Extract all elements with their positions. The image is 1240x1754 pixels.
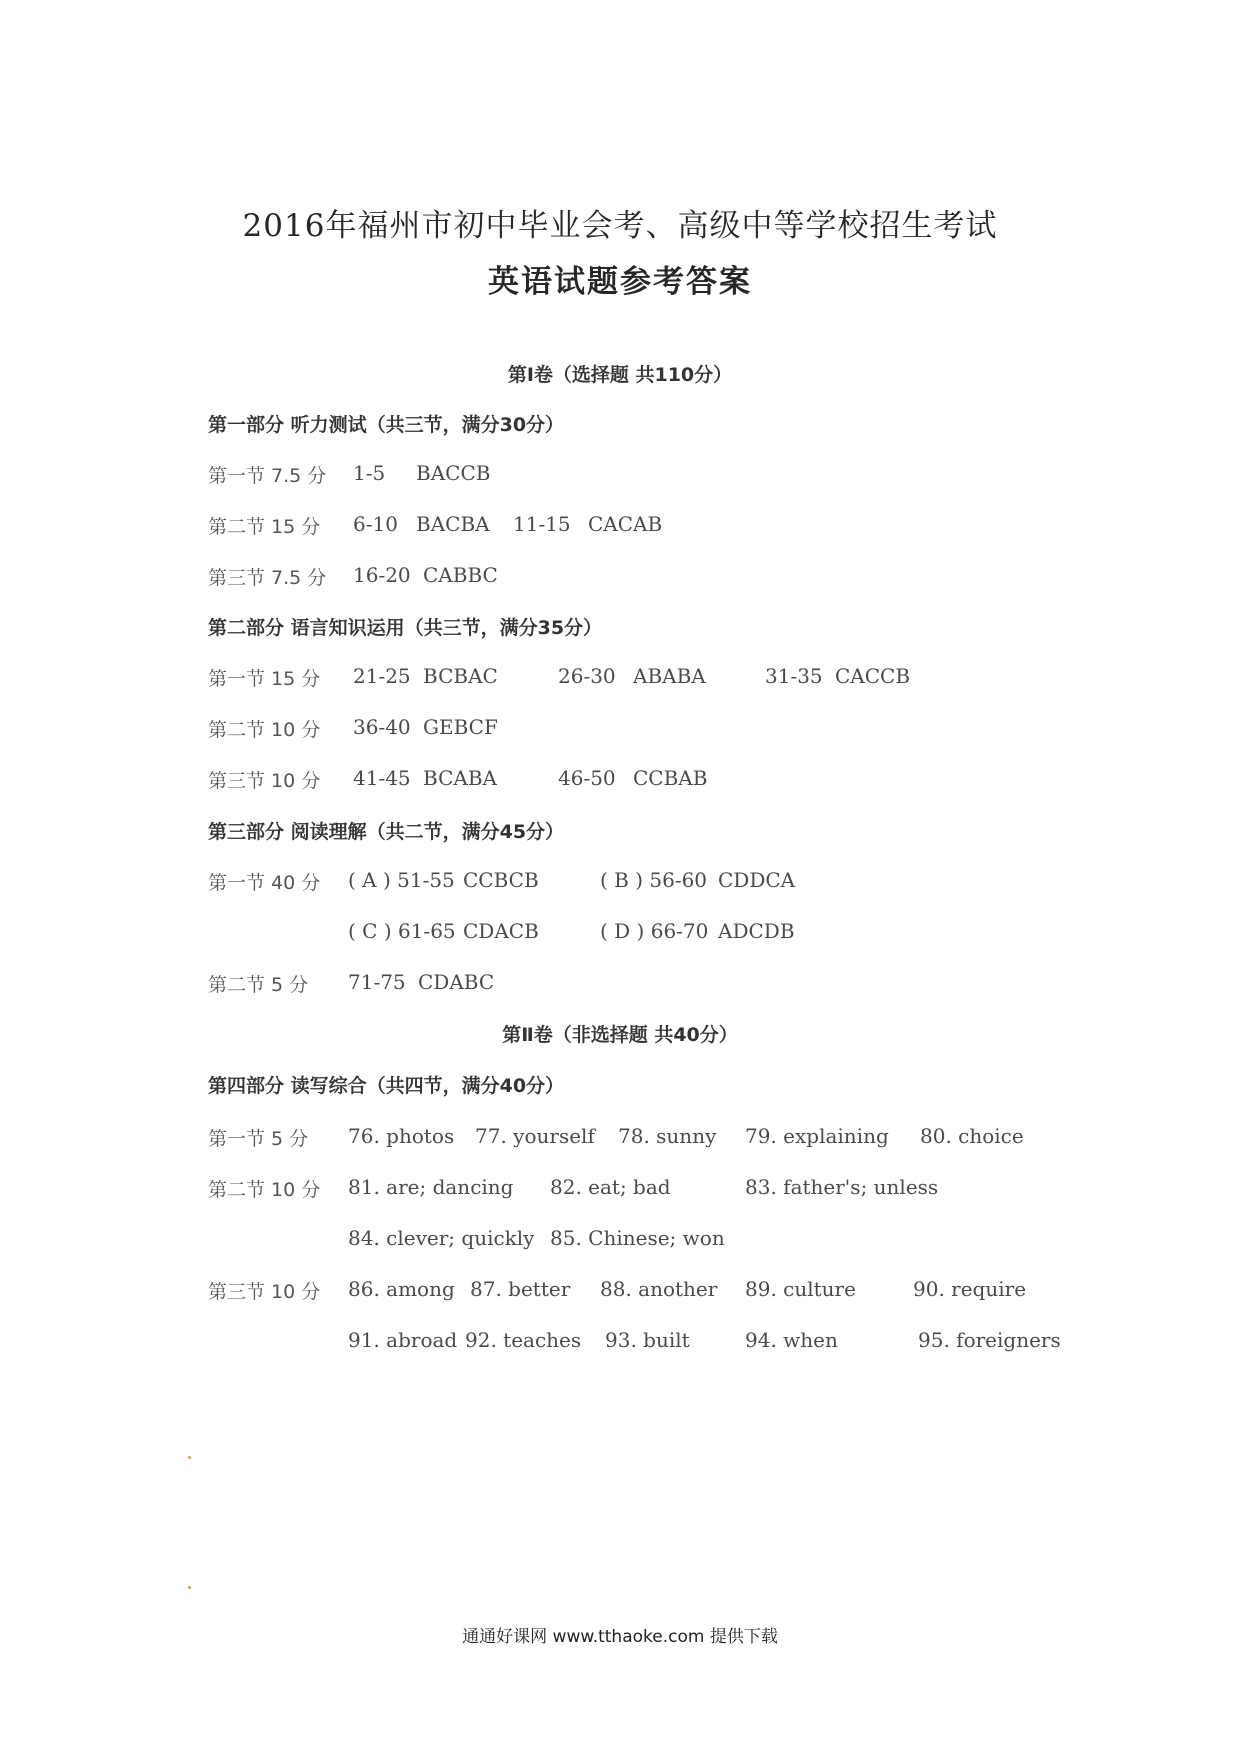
section-label: 第二节 5 分: [208, 974, 309, 996]
question-range: 41-45: [353, 766, 411, 790]
answer-item: 80. choice: [920, 1124, 1024, 1148]
answer-item: 90. require: [913, 1277, 1027, 1301]
answer-item: 85. Chinese; won: [550, 1226, 725, 1250]
part-1-heading: 第一部分 听力测试（共三节，满分30分）: [208, 414, 565, 436]
answer-key: BACCB: [416, 461, 491, 485]
question-range: 6-10: [353, 512, 398, 536]
question-range: 11-15: [513, 512, 571, 536]
answer-item: 76. photos: [348, 1124, 455, 1148]
part-4-heading: 第四部分 读写综合（共四节，满分40分）: [208, 1075, 565, 1097]
answer-key: CACAB: [588, 512, 663, 536]
section-label: 第一节 7.5 分: [208, 465, 327, 487]
answer-key: CCBAB: [633, 766, 708, 790]
answer-item: 77. yourself: [475, 1124, 595, 1148]
section-label: 第一节 15 分: [208, 668, 321, 690]
answer-item: 81. are; dancing: [348, 1175, 514, 1199]
question-range: 26-30: [558, 664, 616, 688]
answer-item: 88. another: [600, 1277, 718, 1301]
question-range: 31-35: [765, 664, 823, 688]
section-label: 第一节 40 分: [208, 872, 321, 894]
footer-watermark: 通通好课网 www.tthaoke.com 提供下载: [462, 1627, 778, 1647]
section-label: 第三节 10 分: [208, 1281, 321, 1303]
answer-item: 87. better: [470, 1277, 571, 1301]
scan-speck: [188, 1456, 191, 1459]
scan-speck: [188, 1586, 191, 1589]
answer-key: ADCDB: [718, 919, 795, 943]
part-2-heading: 第二部分 语言知识运用（共三节，满分35分）: [208, 617, 603, 639]
question-range: 21-25: [353, 664, 411, 688]
answer-item: 95. foreigners: [918, 1328, 1061, 1352]
answer-key: GEBCF: [423, 715, 498, 739]
section-label: 第三节 7.5 分: [208, 567, 327, 589]
answer-item: 86. among: [348, 1277, 455, 1301]
document-title: 2016年福州市初中毕业会考、高级中等学校招生考试: [242, 208, 998, 244]
question-range: ( A ) 51-55: [348, 868, 455, 892]
answer-item: 91. abroad: [348, 1328, 458, 1352]
answer-item: 84. clever; quickly: [348, 1226, 535, 1250]
question-range: 36-40: [353, 715, 411, 739]
volume-1-heading: 第Ⅰ卷（选择题 共110分）: [507, 364, 733, 386]
question-range: ( C ) 61-65: [348, 919, 456, 943]
answer-item: 82. eat; bad: [550, 1175, 671, 1199]
answer-item: 93. built: [605, 1328, 690, 1352]
answer-item: 94. when: [745, 1328, 838, 1352]
section-label: 第二节 10 分: [208, 719, 321, 741]
section-label: 第二节 15 分: [208, 516, 321, 538]
answer-item: 78. sunny: [618, 1124, 717, 1148]
answer-key: CABBC: [423, 563, 498, 587]
question-range: 71-75: [348, 970, 406, 994]
section-label: 第三节 10 分: [208, 770, 321, 792]
answer-key: BCABA: [423, 766, 497, 790]
question-range: 46-50: [558, 766, 616, 790]
question-range: 16-20: [353, 563, 411, 587]
document-subtitle: 英语试题参考答案: [488, 264, 752, 300]
answer-item: 92. teaches: [465, 1328, 582, 1352]
answer-key: CDDCA: [718, 868, 796, 892]
answer-key: CACCB: [835, 664, 911, 688]
answer-key: BCBAC: [423, 664, 498, 688]
answer-key: CCBCB: [463, 868, 539, 892]
section-label: 第一节 5 分: [208, 1128, 309, 1150]
question-range: 1-5: [353, 461, 386, 485]
answer-item: 83. father's; unless: [745, 1175, 939, 1199]
question-range: ( D ) 66-70: [600, 919, 709, 943]
answer-key: BACBA: [416, 512, 490, 536]
answer-item: 79. explaining: [745, 1124, 889, 1148]
question-range: ( B ) 56-60: [600, 868, 708, 892]
volume-2-heading: 第Ⅱ卷（非选择题 共40分）: [502, 1024, 738, 1046]
section-label: 第二节 10 分: [208, 1179, 321, 1201]
answer-key: CDACB: [463, 919, 539, 943]
answer-key: CDABC: [418, 970, 495, 994]
answer-item: 89. culture: [745, 1277, 856, 1301]
part-3-heading: 第三部分 阅读理解（共二节，满分45分）: [208, 821, 565, 843]
answer-key: ABABA: [633, 664, 706, 688]
